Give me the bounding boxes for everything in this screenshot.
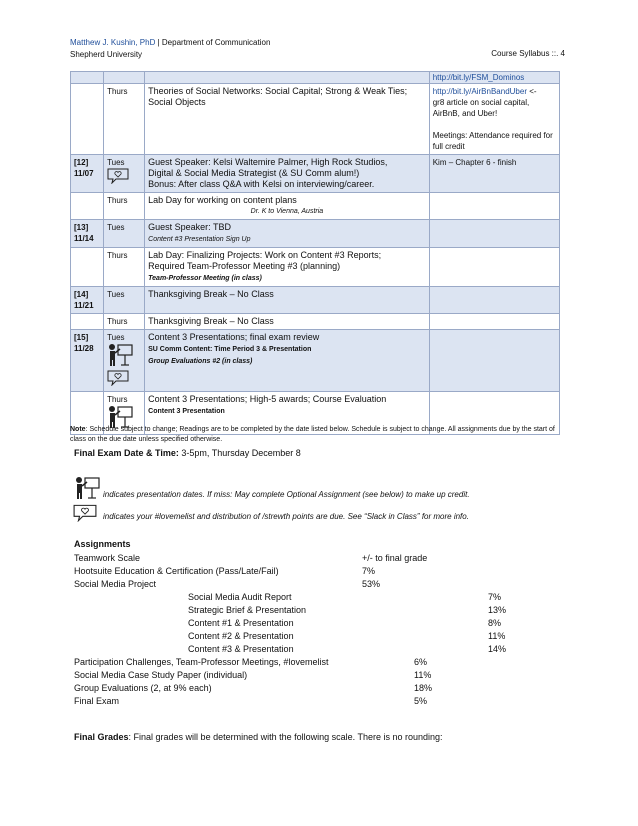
- table-row: [71, 220, 560, 248]
- day-cell: Tues: [107, 333, 125, 342]
- university-name: Shepherd University: [70, 50, 143, 59]
- assignment-name: Teamwork Scale: [74, 553, 141, 563]
- reading-cell: Kim – Chapter 6 - finish: [429, 155, 559, 193]
- note-label: Note: [70, 426, 86, 433]
- presentation-legend-text: indicates presentation dates. If miss: May complete Optional Assignment (see below) to make up credit.: [103, 490, 470, 499]
- page-header: [70, 37, 270, 61]
- sub-assignment-name: Content #1 & Presentation: [188, 618, 294, 628]
- topic-subnote: Team-Professor Meeting (in class): [148, 275, 262, 282]
- topic-cell: Thanksgiving Break – No Class: [145, 314, 430, 330]
- day-cell: Thurs: [104, 314, 145, 330]
- sub-assignment-value: 13%: [488, 605, 507, 615]
- table-row: [71, 287, 560, 314]
- lovemelist-legend-text: indicates your #lovemelist and distribution of /strewth points are due. See “Slack in Class” for more info.: [103, 512, 469, 521]
- topic-cell: Theories of Social Networks: Social Capital; Strong & Weak Ties; Social Objects: [145, 84, 430, 155]
- final-exam-line: [74, 448, 301, 458]
- sub-assignment-value: 7%: [488, 592, 502, 602]
- assignment-name: Final Exam: [74, 696, 120, 706]
- assignment-name: Hootsuite Education & Certification (Pass/Late/Fail): [74, 566, 279, 576]
- week-number: [15]: [74, 333, 89, 342]
- topic-subnote: Content #3 Presentation Sign Up: [148, 236, 251, 243]
- assignment-value: +/- to final grade: [362, 553, 428, 563]
- sub-assignment-name: Content #3 & Presentation: [188, 644, 294, 654]
- topic-line: Lab Day: Finalizing Projects: Work on Content #3 Reports;: [148, 250, 382, 260]
- table-row: [71, 84, 560, 155]
- final-grades-label: Final Grades: [74, 732, 129, 742]
- topic-subnote: SU Comm Content: Time Period 3 & Presentation: [148, 346, 312, 353]
- presentation-legend: [73, 476, 470, 505]
- week-date: 11/21: [74, 301, 94, 310]
- table-row: [71, 155, 560, 193]
- assignment-value: 18%: [414, 683, 433, 693]
- week-date: 11/28: [74, 344, 94, 353]
- author-name: Matthew J. Kushin, PhD: [70, 38, 156, 47]
- assignment-name: Group Evaluations (2, at 9% each): [74, 683, 212, 693]
- table-row: [71, 330, 560, 392]
- table-row: [71, 72, 560, 84]
- heart-speech-bubble-icon: [107, 370, 129, 389]
- assignment-value: 6%: [414, 657, 428, 667]
- topic-line: Required Team-Professor Meeting #3 (planning): [148, 261, 341, 271]
- table-row: [71, 193, 560, 220]
- sub-assignment-value: 8%: [488, 618, 502, 628]
- topic-line: Guest Speaker: Kelsi Waltemire Palmer, High Rock Studios,: [148, 157, 388, 167]
- assignment-value: 7%: [362, 566, 376, 576]
- presentation-icon: [107, 343, 133, 370]
- assignment-value: 53%: [362, 579, 381, 589]
- assignment-name: Participation Challenges, Team-Professor Meetings, #lovemelist: [74, 657, 329, 667]
- assignment-value: 11%: [414, 670, 432, 680]
- topic-line: Digital & Social Media Strategist (& SU Comm alum!): [148, 168, 360, 178]
- final-grades-text: : Final grades will be determined with the following scale. There is no rounding:: [128, 732, 443, 742]
- heart-speech-bubble-icon: [107, 168, 129, 187]
- sub-assignment-name: Strategic Brief & Presentation: [188, 605, 307, 615]
- final-exam-value: 3-5pm, Thursday December 8: [178, 448, 301, 458]
- sub-assignment-name: Content #2 & Presentation: [188, 631, 294, 641]
- reading-link-dominos[interactable]: http://bit.ly/FSM_Dominos: [432, 73, 525, 82]
- topic-line: Lab Day for working on content plans: [148, 195, 297, 205]
- final-grades-line: [74, 732, 443, 742]
- travel-note: Dr. K to Vienna, Austria: [250, 208, 324, 215]
- day-cell: Thurs: [104, 248, 145, 287]
- page-label: Course Syllabus ::. 4: [491, 49, 565, 58]
- assignment-name: Social Media Project: [74, 579, 157, 589]
- reading-link-airbnb[interactable]: http://bit.ly/AirBnBandUber: [432, 87, 527, 96]
- reading-note: gr8 article on social capital, AirBnB, and Uber!: [432, 98, 530, 118]
- schedule-table: [70, 71, 560, 435]
- table-row: [71, 314, 560, 330]
- assignment-value: 5%: [414, 696, 428, 706]
- department-name: Department of Communication: [161, 38, 271, 47]
- final-exam-label: Final Exam Date & Time:: [74, 448, 179, 458]
- assignments-title: Assignments: [74, 539, 131, 549]
- week-date: 11/14: [74, 234, 94, 243]
- topic-line: Bonus: After class Q&A with Kelsi on interviewing/career.: [148, 179, 375, 189]
- day-cell: Tues: [104, 220, 145, 248]
- day-cell: Thurs: [104, 84, 145, 155]
- meeting-note: Meetings: Attendance required for full credit: [432, 131, 553, 151]
- topic-cell: Thanksgiving Break – No Class: [145, 287, 430, 314]
- heart-speech-bubble-icon: [73, 509, 97, 526]
- topic-line: Content 3 Presentations; High-5 awards; Course Evaluation: [148, 394, 387, 404]
- note-text: : Schedule subject to change; Readings are to be completed by the date listed below. Schedule is subject to change. All assignments due by the start of class on the due date unless specified otherwise.: [70, 426, 555, 443]
- week-number: [13]: [74, 223, 89, 232]
- presentation-icon: [73, 487, 101, 504]
- day-cell: Thurs: [107, 395, 128, 404]
- day-cell: Thurs: [104, 193, 145, 220]
- sub-assignment-value: 14%: [488, 644, 507, 654]
- sub-assignment-name: Social Media Audit Report: [188, 592, 292, 602]
- header-separator: |: [155, 38, 162, 47]
- topic-subnote: Content 3 Presentation: [148, 408, 225, 415]
- topic-subnote: Group Evaluations #2 (in class): [148, 358, 253, 365]
- week-number: [12]: [74, 158, 89, 167]
- table-row: [71, 248, 560, 287]
- week-number: [14]: [74, 290, 89, 299]
- day-cell: Tues: [107, 158, 125, 167]
- week-date: 11/07: [74, 169, 94, 178]
- topic-line: Guest Speaker: TBD: [148, 222, 232, 232]
- day-cell: Tues: [104, 287, 145, 314]
- lovemelist-legend: [73, 504, 469, 527]
- schedule-note: [70, 425, 565, 445]
- sub-assignment-value: 11%: [488, 631, 506, 641]
- reading-cell: http://bit.ly/AirBnBandUber <- gr8 article on social capital, AirBnB, and Uber! Meetings: Attendance required for full credit: [429, 84, 559, 155]
- topic-line: Content 3 Presentations; final exam review: [148, 332, 320, 342]
- assignment-name: Social Media Case Study Paper (individual): [74, 670, 248, 680]
